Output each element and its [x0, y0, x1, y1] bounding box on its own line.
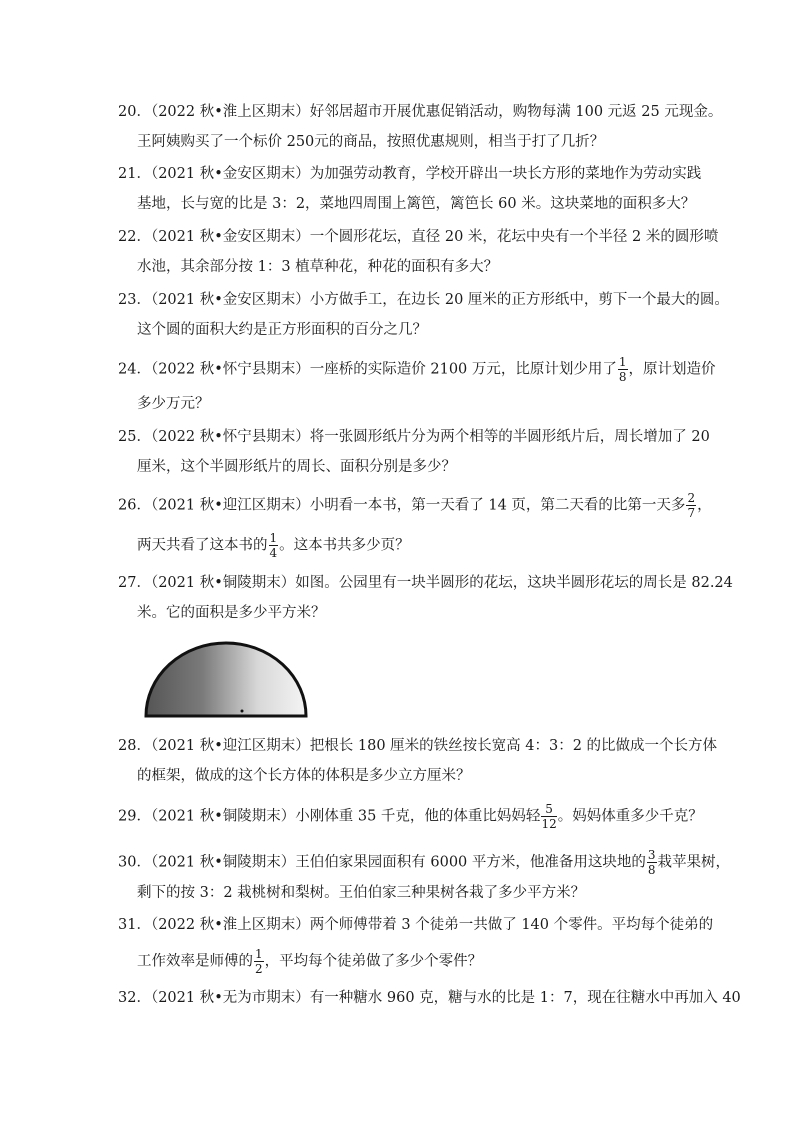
problem-25-line-2: 厘米，这个半圆形纸片的周长、面积分别是多少？ — [137, 459, 456, 475]
problem-24-line-2: 多少万元？ — [137, 396, 210, 412]
fraction-numerator: 2 — [687, 491, 696, 505]
problem-29-text-a: 29．（2021 秋•铜陵期末）小刚体重 35 千克，他的体重比妈妈轻 — [118, 808, 541, 825]
semicircle-figure — [140, 640, 312, 724]
problem-24-text-b: ，原计划造价 — [628, 361, 716, 378]
problem-31-line-2 — [137, 948, 482, 975]
center-dot — [241, 710, 244, 713]
problem-31-text-a: 工作效率是师傅的 — [137, 953, 253, 970]
problem-24-text-a: 24．（2022 秋•怀宁县期末）一座桥的实际造价 2100 万元，比原计划少用了 — [118, 361, 617, 378]
fraction-five-twelfths — [541, 803, 556, 830]
fraction-denominator: 7 — [687, 506, 696, 520]
problem-23-line-2: 这个圆的面积大约是正方形面积的百分之几？ — [137, 322, 427, 338]
problem-26-text-d: 。这本书共多少页？ — [279, 537, 410, 554]
problem-22-line-1: 22．（2021 秋•金安区期末）一个圆形花坛，直径 20 米，花坛中央有一个半径 2 米的圆形喷 — [118, 229, 719, 245]
fraction-numerator: 3 — [647, 848, 656, 862]
problem-23-line-1: 23．（2021 秋•金安区期末）小方做手工，在边长 20 厘米的正方形纸中，剪下一个最大的圆。 — [118, 292, 729, 308]
fraction-one-half — [254, 948, 264, 975]
fraction-numerator: 5 — [541, 803, 556, 817]
problem-30-line-2: 剩下的按 3：2 栽桃树和梨树。王伯伯家三种果树各栽了多少平方米？ — [137, 885, 586, 901]
problem-20-line-1: 20．（2022 秋•淮上区期末）好邻居超市开展优惠促销活动，购物每满 100 元返 25 元现金。 — [118, 104, 723, 120]
problem-24-line-1 — [118, 356, 716, 383]
fraction-denominator: 2 — [255, 962, 263, 976]
problem-21-line-2: 基地，长与宽的比是 3：2，菜地四周围上篱笆，篱笆长 60 米。这块菜地的面积多大？ — [137, 196, 696, 212]
problem-26-text-b: ， — [697, 497, 712, 514]
fraction-one-quarter — [269, 532, 279, 559]
problem-26-line-1 — [118, 492, 712, 519]
fraction-denominator: 8 — [618, 370, 627, 384]
problem-30-line-1 — [118, 849, 730, 876]
problem-28-line-2: 的框架，做成的这个长方体的体积是多少立方厘米？ — [137, 768, 471, 784]
problem-25-line-1: 25．（2022 秋•怀宁县期末）将一张圆形纸片分为两个相等的半圆形纸片后，周长增加了 20 — [118, 429, 710, 445]
fraction-denominator: 12 — [541, 817, 557, 831]
fraction-numerator: 1 — [618, 355, 627, 369]
problem-22-line-2: 水池，其余部分按 1：3 植草种花，种花的面积有多大？ — [137, 259, 499, 275]
semicircle-shape — [146, 643, 306, 716]
fraction-three-eighths — [647, 849, 657, 876]
problem-26-line-2 — [137, 532, 410, 559]
problem-30-text-b: 栽苹果树， — [657, 854, 731, 871]
problem-30-text-a: 30．（2021 秋•铜陵期末）王伯伯家果园面积有 6000 平方米，他准备用这块地的 — [118, 854, 646, 871]
problem-26-text-a: 26．（2021 秋•迎江区期末）小明看一本书，第一天看了 14 页，第二天看的比第一天多 — [118, 497, 686, 514]
problem-28-line-1: 28．（2021 秋•迎江区期末）把根长 180 厘米的铁丝按长宽高 4：3：2 的比做成一个长方体 — [118, 738, 718, 754]
problem-31-line-1: 31．（2022 秋•淮上区期末）两个师傅带着 3 个徒弟一共做了 140 个零件。平均每个徒弟的 — [118, 917, 714, 933]
fraction-numerator: 1 — [255, 947, 263, 961]
problem-29-line-1 — [118, 803, 703, 830]
problem-26-text-c: 两天共看了这本书的 — [137, 537, 268, 554]
problem-32-line-1: 32．（2021 秋•无为市期末）有一种糖水 960 克，糖与水的比是 1：7，现在往糖水中再加入 40 — [118, 990, 741, 1006]
problem-31-text-b: ，平均每个徒弟做了多少个零件？ — [264, 953, 483, 970]
problem-29-text-b: 。妈妈体重多少千克？ — [557, 808, 703, 825]
fraction-denominator: 4 — [269, 546, 278, 560]
problem-20-line-2: 王阿姨购买了一个标价 250元的商品，按照优惠规则，相当于打了几折？ — [137, 134, 605, 150]
fraction-two-sevenths — [686, 492, 696, 519]
fraction-denominator: 8 — [647, 863, 656, 877]
fraction-numerator: 1 — [269, 531, 278, 545]
fraction-one-eighth — [618, 356, 628, 383]
problem-21-line-1: 21．（2021 秋•金安区期末）为加强劳动教育，学校开辟出一块长方形的菜地作为劳动实践 — [118, 166, 702, 182]
problem-27-line-1: 27．（2021 秋•铜陵期末）如图。公园里有一块半圆形的花坛，这块半圆形花坛的周长是 82.24 — [118, 575, 733, 591]
problem-27-line-2: 米。它的面积是多少平方米？ — [137, 605, 326, 621]
